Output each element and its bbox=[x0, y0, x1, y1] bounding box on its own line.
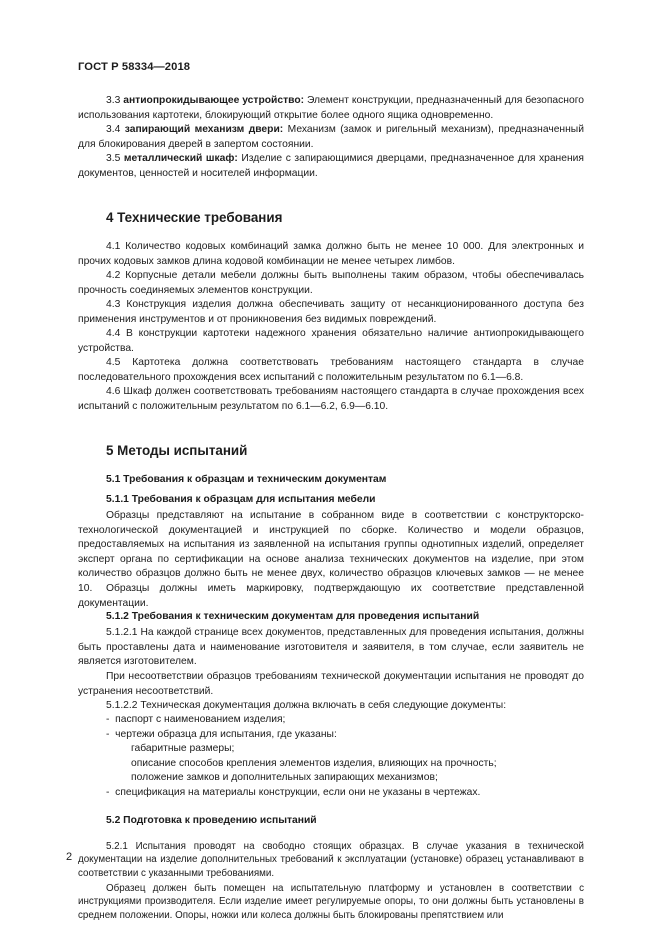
clause-4-2: 4.2 Корпусные детали мебели должны быть выполнены таким образом, чтобы обеспечивалась прочность соединяемых элементов конструкции. bbox=[78, 270, 584, 296]
clause-5-2-1: 5.2.1 Испытания проводят на свободно стоящих образцах. В случае указания в технической документации на изделие дополнительных требований к эксплуатации (установке) образец устанавливают в соответствии с указанными требованиями. bbox=[78, 841, 584, 879]
sublist-item: габаритные размеры; bbox=[131, 743, 235, 754]
list-item: - чертежи образца для испытания, где указаны: bbox=[106, 729, 337, 740]
clause-5-1-1-title: 5.1.1 Требования к образцам для испытания мебели bbox=[106, 494, 376, 505]
sublist-item: описание способов крепления элементов изделия, влияющих на прочность; bbox=[131, 758, 497, 769]
list-item: - спецификация на материалы конструкции, если они не указаны в чертежах. bbox=[106, 787, 481, 798]
list-item: - паспорт с наименованием изделия; bbox=[106, 714, 286, 725]
sublist-item: положение замков и дополнительных запирающих механизмов; bbox=[131, 772, 438, 783]
section-4-title: 4 Технические требования bbox=[106, 210, 283, 225]
clause-5-1-1-marking: Образцы должны иметь маркировку, подтверждающую их соответствие представленной документации. bbox=[78, 583, 584, 609]
subsection-5-2-title: 5.2 Подготовка к проведению испытаний bbox=[106, 815, 317, 826]
term-3-4: 3.4 запирающий механизм двери: Механизм (замок и ригельный механизм), предназначенный для блокирования дверей в запертом состоянии. bbox=[78, 124, 584, 150]
clause-4-1: 4.1 Количество кодовых комбинаций замка должно быть не менее 10 000. Для электронных и прочих кодовых замков длина кодовой комбинации не менее четырех лимбов. bbox=[78, 241, 584, 267]
clause-4-6: 4.6 Шкаф должен соответствовать требованиям настоящего стандарта в случае прохождения всех испытаний с положительным результатом по 6.1—6.2, 6.9—6.10. bbox=[78, 386, 584, 412]
clause-4-5: 4.5 Картотека должна соответствовать требованиям настоящего стандарта в случае последовательного прохождения всех испытаний с положительным результатом по 6.1—6.8. bbox=[78, 357, 584, 383]
clause-5-2-1-placement: Образец должен быть помещен на испытательную платформу и установлен в соответствии с инструкциями производителя. Если изделие имеет регулируемые опоры, то они должны быть установлены в среднем положении. Опоры, ножки или колеса должны быть блокированы препятствием или bbox=[78, 883, 584, 921]
clause-5-1-2-2: 5.1.2.2 Техническая документация должна включать в себя следующие документы: bbox=[106, 700, 507, 711]
term-3-3: 3.3 антиопрокидывающее устройство: Элемент конструкции, предназначенный для безопасного использования картотеки, блокирующий открытие более одного ящика одновременно. bbox=[78, 95, 584, 121]
clause-5-1-2-1: 5.1.2.1 На каждой странице всех документов, представленных для проведения испытания, должны быть проставлены дата и наименование изготовителя и заявителя, в том случае, если заявитель не является изготовителем. bbox=[78, 627, 584, 668]
subsection-5-1-title: 5.1 Требования к образцам и техническим документам bbox=[106, 474, 387, 485]
term-3-5: 3.5 металлический шкаф: Изделие с запирающимися дверцами, предназначенное для хранения документов, ценностей и носителей информации. bbox=[78, 153, 584, 179]
clause-4-4: 4.4 В конструкции картотеки надежного хранения обязательно наличие антиопрокидывающего устройства. bbox=[78, 328, 584, 354]
clause-4-3: 4.3 Конструкция изделия должна обеспечивать защиту от несанкционированного доступа без применения инструментов и от проникновения без видимых повреждений. bbox=[78, 299, 584, 325]
page-number: 2 bbox=[66, 851, 73, 863]
clause-5-1-2-1-nonconformity: При несоответствии образцов требованиям технической документации испытания не проводят до устранения несоответствий. bbox=[78, 671, 584, 697]
clause-5-1-2-title: 5.1.2 Требования к техническим документам для проведения испытаний bbox=[106, 611, 480, 622]
standard-header: ГОСТ Р 58334—2018 bbox=[78, 61, 191, 73]
clause-5-1-1-text: Образцы представляют на испытание в собранном виде в соответствии с конструкторско-технологической документацией и инструкцией по сборке. Количество и модели образцов, предоставляемых на испытания из заявленной на испытания группы однотипных изделий, определяет эксперт органа по сертификации на основе анализа технических документов на изделие, при этом количество образцов должно быть не менее двух, количество образцов ключевых замков — не менее 10. bbox=[78, 510, 584, 594]
section-5-title: 5 Методы испытаний bbox=[106, 443, 248, 458]
